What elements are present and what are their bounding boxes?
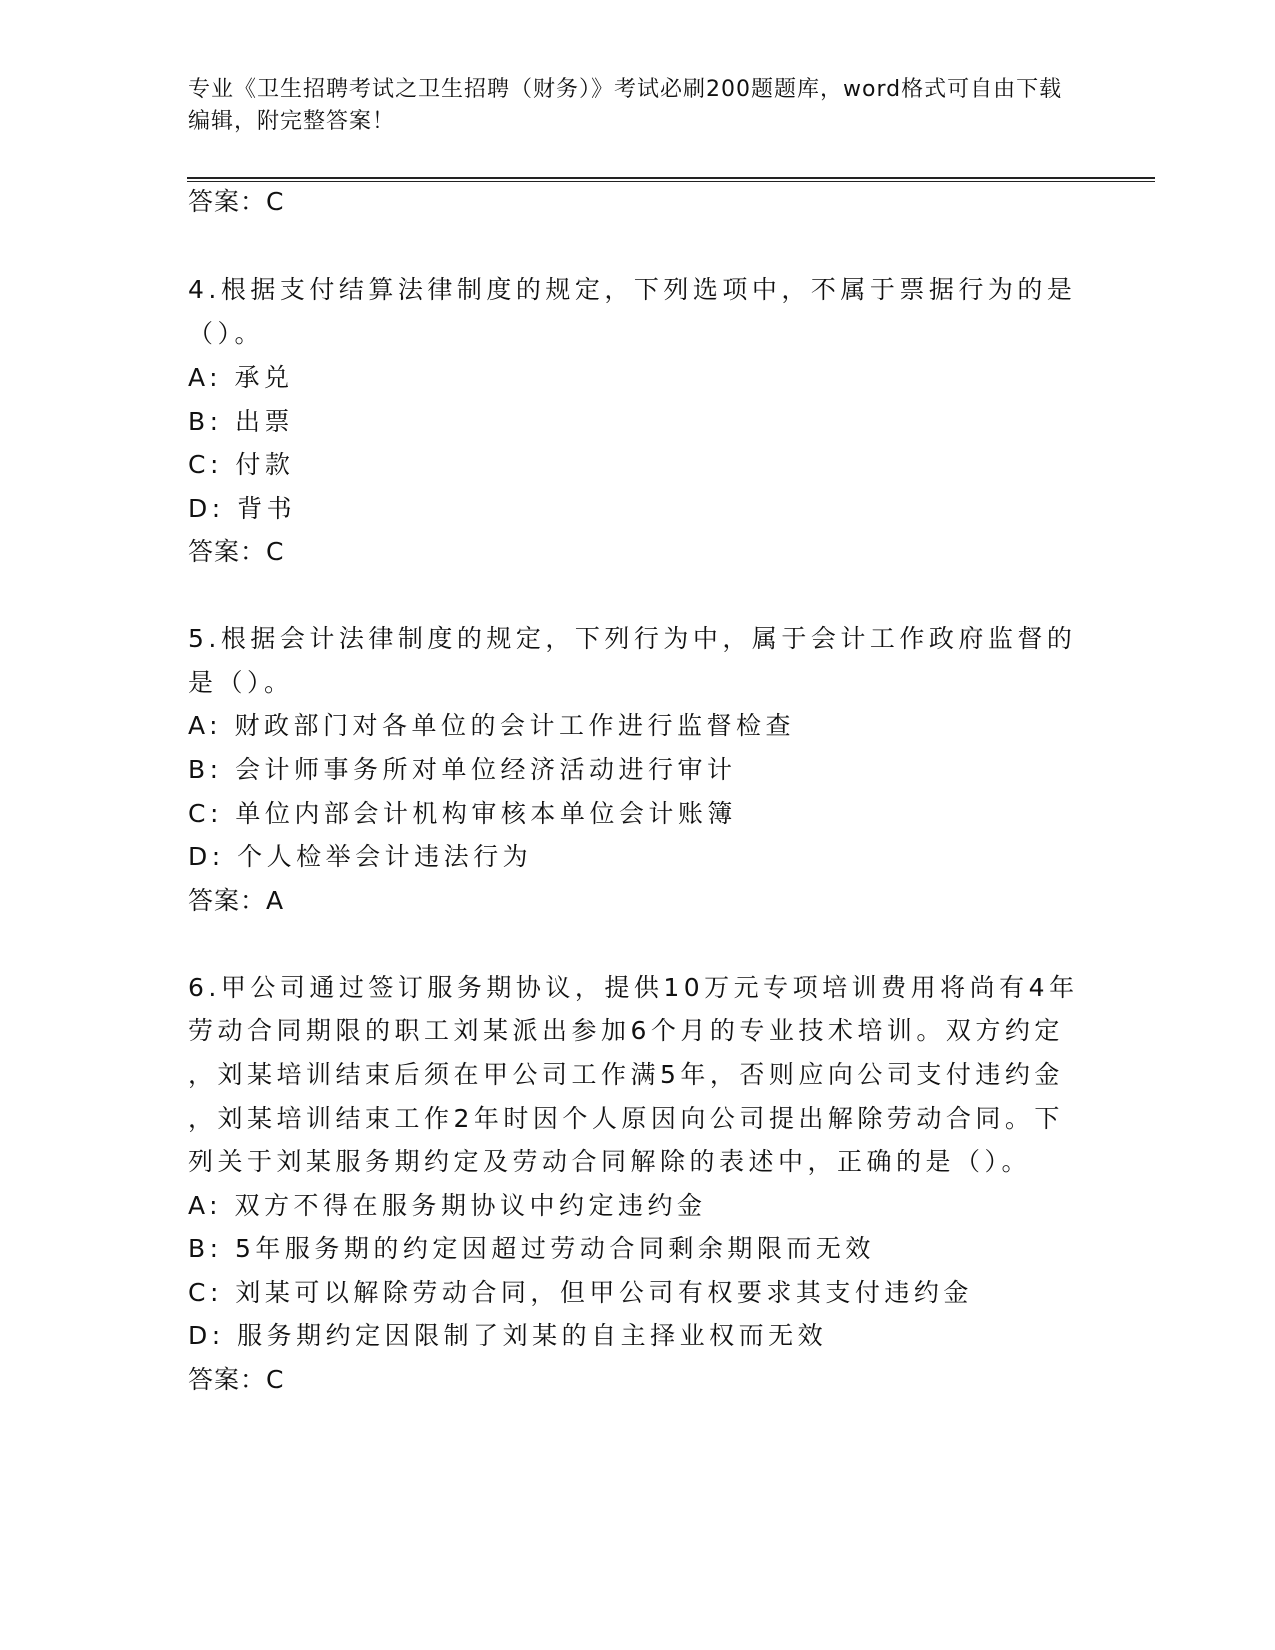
- question-6-stem-line-4: ，刘某培训结束工作2年时因个人原因向公司提出解除劳动合同。下: [188, 1104, 1064, 1133]
- question-4-option-a: A: 承兑: [188, 363, 294, 392]
- question-4-option-d: D: 背书: [188, 494, 297, 523]
- question-6-option-a: A: 双方不得在服务期协议中约定违约金: [188, 1191, 707, 1220]
- question-5-option-a: A: 财政部门对各单位的会计工作进行监督检查: [188, 711, 796, 740]
- question-6-stem-line-1: 6.甲公司通过签订服务期协议，提供10万元专项培训费用将尚有4年: [188, 973, 1079, 1002]
- answer-line: 答案：C: [188, 187, 285, 216]
- question-6-stem-line-2: 劳动合同期限的职工刘某派出参加6个月的专业技术培训。双方约定: [188, 1016, 1064, 1045]
- question-6-stem-line-5: 列关于刘某服务期约定及劳动合同解除的表述中，正确的是（）。: [188, 1147, 1032, 1176]
- document-header: 专业《卫生招聘考试之卫生招聘（财务）》考试必刷200题题库，word格式可自由下载编辑，附完整答案！: [188, 77, 1063, 134]
- question-5-option-d: D: 个人检举会计违法行为: [188, 842, 533, 871]
- question-4-answer: 答案：C: [188, 537, 285, 566]
- question-6-option-c: C: 刘某可以解除劳动合同，但甲公司有权要求其支付违约金: [188, 1278, 973, 1307]
- question-5-stem-line-1: 5.根据会计法律制度的规定，下列行为中，属于会计工作政府监督的: [188, 624, 1077, 653]
- question-4-stem-line-2: （）。: [188, 319, 265, 348]
- question-6-answer: 答案：C: [188, 1365, 285, 1394]
- question-6-stem-line-3: ，刘某培训结束后须在甲公司工作满5年，否则应向公司支付违约金: [188, 1060, 1064, 1089]
- question-5-option-c: C: 单位内部会计机构审核本单位会计账簿: [188, 799, 737, 828]
- question-5-stem-line-2: 是（）。: [188, 668, 294, 697]
- header-rule-thick: [187, 177, 1155, 179]
- question-6-option-d: D: 服务期约定因限制了刘某的自主择业权而无效: [188, 1321, 828, 1350]
- question-5-answer: 答案：A: [188, 886, 285, 915]
- question-4-option-c: C: 付款: [188, 450, 295, 479]
- question-6-option-b: B: 5年服务期的约定因超过劳动合同剩余期限而无效: [188, 1234, 875, 1263]
- header-rule-thin: [187, 181, 1155, 182]
- question-4-stem-line-1: 4.根据支付结算法律制度的规定，下列选项中，不属于票据行为的是: [188, 275, 1077, 304]
- question-4-option-b: B: 出票: [188, 407, 295, 436]
- question-5-option-b: B: 会计师事务所对单位经济活动进行审计: [188, 755, 737, 784]
